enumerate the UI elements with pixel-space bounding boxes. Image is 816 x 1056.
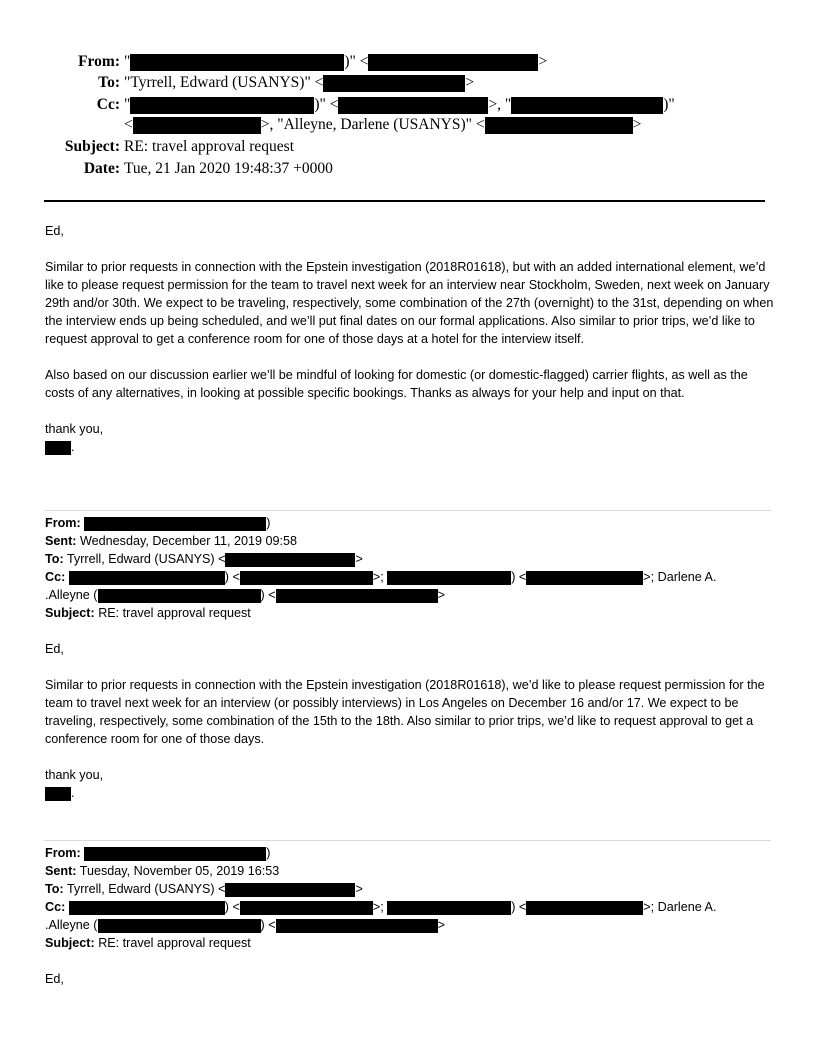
- redaction-bar: [511, 97, 663, 114]
- to-line: To: Tyrrell, Edward (USANYS) < >: [45, 882, 363, 896]
- subject-label: Subject:: [64, 138, 120, 155]
- redaction-bar: [45, 441, 71, 455]
- sent-line: Sent: Tuesday, November 05, 2019 16:53: [45, 864, 280, 878]
- message-header-2: [45, 514, 716, 622]
- to-value: "Tyrrell, Edward (USANYS)" < >: [124, 74, 475, 91]
- to-label: To:: [98, 74, 120, 91]
- paragraph: Similar to prior requests in connection with the Epstein investigation (2018R01618), but with an added international element, we’d like to please request permission for the team to travel next week for an interview near Stockholm, Sweden, next week on January 29th and/or 30th. We expect to be traveling, respectively, some combination of the 27th (overnight) to the 31st, depending on when the interview ends up being scheduled, and we’ll put final dates on our formal applications. Also similar to prior trips, we’d like to request approval to get a conference room for one of those days at a hotel for the interview itself.: [45, 260, 774, 346]
- email-header: [0, 52, 816, 182]
- closing: thank you,: [45, 422, 104, 436]
- date-value: Tue, 21 Jan 2020 19:48:37 +0000: [124, 160, 333, 177]
- from-label: From:: [78, 53, 120, 70]
- redaction-bar: [98, 589, 261, 603]
- redaction-bar: [45, 787, 71, 801]
- message-divider: [44, 840, 771, 841]
- from-value: " )" < >: [124, 53, 548, 70]
- cc-label: Cc:: [96, 96, 120, 113]
- redaction-bar: [98, 919, 261, 933]
- cc-line: Cc: ) < >; ) < >; Darlene A.: [45, 900, 717, 914]
- greeting: Ed,: [45, 972, 64, 986]
- redaction-bar: [133, 117, 261, 134]
- from-line: From: ): [45, 516, 271, 530]
- message-body-3: [45, 970, 775, 988]
- closing: thank you,: [45, 768, 104, 782]
- signature: .: [45, 784, 775, 802]
- subject-line: Subject: RE: travel approval request: [45, 936, 251, 950]
- redaction-bar: [225, 553, 355, 567]
- message-body-1: [45, 222, 775, 456]
- redaction-bar: [225, 883, 355, 897]
- redaction-bar: [84, 847, 266, 861]
- cc-value-line2: < >, "Alleyne, Darlene (USANYS)" < >: [124, 116, 642, 133]
- message-header-3: [45, 844, 716, 952]
- redaction-bar: [240, 901, 373, 915]
- redaction-bar: [84, 517, 266, 531]
- header-divider: [44, 200, 765, 202]
- redaction-bar: [526, 571, 643, 585]
- redaction-bar: [323, 75, 465, 92]
- redaction-bar: [69, 571, 225, 585]
- redaction-bar: [130, 54, 344, 71]
- redaction-bar: [276, 589, 438, 603]
- redaction-bar: [526, 901, 643, 915]
- subject-value: RE: travel approval request: [124, 138, 295, 155]
- redaction-bar: [387, 571, 511, 585]
- redaction-bar: [276, 919, 438, 933]
- cc-line-2: .Alleyne ( ) < >: [45, 918, 445, 932]
- cc-line: Cc: ) < >; ) < >; Darlene A.: [45, 570, 717, 584]
- message-divider: [44, 510, 771, 511]
- cc-value-line1: " )" < >, " )": [124, 96, 675, 113]
- redaction-bar: [69, 901, 225, 915]
- to-line: To: Tyrrell, Edward (USANYS) < >: [45, 552, 363, 566]
- date-label: Date:: [83, 160, 120, 177]
- subject-line: Subject: RE: travel approval request: [45, 606, 251, 620]
- paragraph: Also based on our discussion earlier we’ll be mindful of looking for domestic (or domestic-flagged) carrier flights, as well as the costs of any alternatives, in looking at possible specific bookings. Thanks as always for your help and input on that.: [45, 368, 748, 400]
- sent-line: Sent: Wednesday, December 11, 2019 09:58: [45, 534, 298, 548]
- redaction-bar: [368, 54, 538, 71]
- redaction-bar: [338, 97, 488, 114]
- message-body-2: [45, 640, 775, 802]
- redaction-bar: [130, 97, 314, 114]
- redaction-bar: [485, 117, 633, 134]
- greeting: Ed,: [45, 642, 64, 656]
- paragraph: Similar to prior requests in connection with the Epstein investigation (2018R01618), we’d like to please request permission for the team to travel next week for an interview (or possibly interviews) in Los Angeles on December 16 and/or 17. We expect to be traveling, respectively, some combination of the 15th to the 18th. Also similar to prior trips, we’d like to request approval to get a conference room for one of those days.: [45, 678, 765, 746]
- from-line: From: ): [45, 846, 271, 860]
- cc-line-2: .Alleyne ( ) < >: [45, 588, 445, 602]
- redaction-bar: [387, 901, 511, 915]
- greeting: Ed,: [45, 224, 64, 238]
- redaction-bar: [240, 571, 373, 585]
- signature: .: [45, 438, 775, 456]
